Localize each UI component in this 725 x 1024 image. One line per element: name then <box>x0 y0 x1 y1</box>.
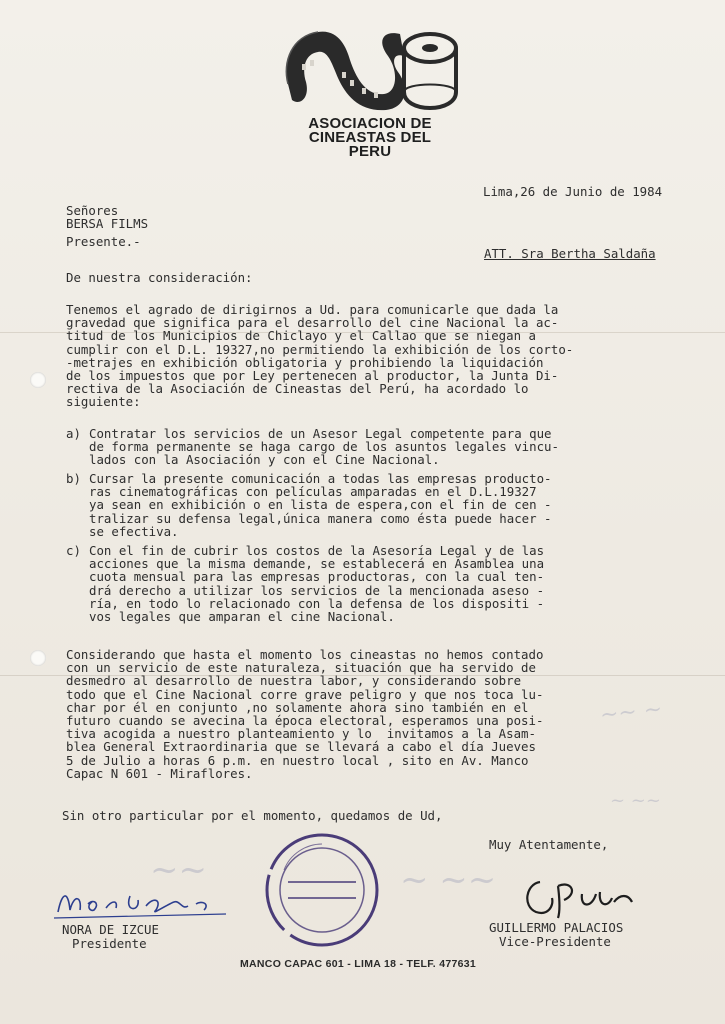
letterhead-footer-address: MANCO CAPAC 601 - LIMA 18 - TELF. 477631 <box>240 958 477 970</box>
organization-name <box>270 117 470 159</box>
org-name-line2: CINEASTAS DEL <box>308 129 432 146</box>
org-name-line1: ASOCIACION DE <box>308 115 432 132</box>
recipient-presente: Presente.- <box>66 234 141 249</box>
bleed-through-marks: ~ ~~ <box>400 860 497 900</box>
recipient-company: BERSA FILMS <box>66 216 149 231</box>
text-line: se efectiva. <box>89 523 179 539</box>
list-item <box>66 427 559 467</box>
punch-hole <box>30 650 46 666</box>
closing-line: Sin otro particular por el momento, quedamos de Ud, <box>62 808 443 823</box>
signatory-name: GUILLERMO PALACIOS <box>489 920 624 935</box>
attention-line: ATT. Sra Bertha Saldaña <box>484 246 656 261</box>
text-line: Tenemos el agrado de dirigirnos a Ud. para comunicarle que dada la <box>66 302 559 317</box>
text-line: tiva acogida a nuestro planteamiento y lo invitamos a la Asam- <box>66 726 536 742</box>
signature-nora-de-izcue <box>50 882 230 922</box>
body-paragraph-1 <box>66 303 573 409</box>
punch-hole <box>30 372 46 388</box>
text-line: cumplir con el D.L. 19327,no permitiendo la exhibición de los corto- <box>66 341 574 357</box>
text-line: Cursar la presente comunicación a todas las empresas producto- <box>89 471 552 486</box>
list-item <box>66 472 552 538</box>
signatory-title: Vice-Presidente <box>499 934 611 949</box>
text-line: tralizar su defensa legal,única manera como ésta puede hacer - <box>89 510 552 526</box>
text-line: lados con la Asociación y con el Cine Nacional. <box>89 452 440 468</box>
text-line: char por él en conjunto ,no solamente ahora sino también en el <box>66 699 529 715</box>
text-line: drá derecho a utilizar los servicios de la mencionada aseso - <box>89 582 545 598</box>
text-line: de los impuestos que por Ley pertenecen al productor, la Junta Di- <box>66 368 559 384</box>
text-line: Considerando que hasta el momento los cineastas no hemos contado <box>66 647 544 662</box>
bleed-through-marks: ~~ <box>150 850 207 890</box>
list-marker: b) <box>66 471 81 486</box>
film-reel-logo <box>280 22 465 114</box>
greeting: De nuestra consideración: <box>66 270 253 285</box>
signatory-title: Presidente <box>72 936 147 951</box>
text-line: con un servicio de este naturaleza, situación que ha servido de <box>66 660 536 676</box>
text-line: Capac N 601 - Miraflores. <box>66 765 253 781</box>
text-line: todo que el Cine Nacional corre grave peligro y que nos toca lu- <box>66 686 544 702</box>
list-marker: a) <box>66 426 81 441</box>
text-line: titud de los Municipios de Chiclayo y el Callao que se niegan a <box>66 328 536 344</box>
org-name-line3: PERU <box>348 143 392 160</box>
text-line: ras cinematográficas con películas amparadas en el D.L.19327 <box>89 484 537 500</box>
text-line: acciones que la misma demande, se establecerá en Asamblea una <box>89 556 545 572</box>
text-line: siguiente: <box>66 394 141 410</box>
text-line: Con el fin de cubrir los costos de la Asesoría Legal y de las <box>89 543 545 558</box>
signatory-name: NORA DE IZCUE <box>62 922 159 937</box>
text-line: rectiva de la Asociación de Cineastas del Perú, ha acordado lo <box>66 381 529 397</box>
recipient-salutation: Señores <box>66 203 119 218</box>
list-marker: c) <box>66 543 81 558</box>
text-line: ya sean en exhibición o en lista de espera,con el fin de cen - <box>89 497 552 513</box>
letter-date: Lima,26 de Junio de 1984 <box>483 184 663 199</box>
text-line: futuro cuando se avecina la época electoral, esperamos una posi- <box>66 713 544 729</box>
text-line: gravedad que significa para el desarrollo del cine Nacional la ac- <box>66 315 559 331</box>
body-paragraph-2 <box>66 648 543 780</box>
text-line: Contratar los servicios de un Asesor Legal competente para que <box>89 426 552 441</box>
bleed-through-marks: ~ ~~ <box>610 790 661 811</box>
text-line: -metrajes en exhibición obligatoria y prohibiendo la liquidación <box>66 354 544 370</box>
list-item <box>66 544 544 623</box>
text-line: desmedro al desarrollo de nuestra labor, y considerando sobre <box>66 673 522 689</box>
text-line: ría, en todo lo relacionado con la defensa de los dispositi - <box>89 595 545 611</box>
bleed-through-marks: ~~ ~ <box>598 696 664 729</box>
text-line: de forma permanente se haga cargo de los asuntos legales vincu- <box>89 439 559 455</box>
regards: Muy Atentamente, <box>489 837 609 852</box>
association-seal-stamp <box>262 830 382 950</box>
text-line: cuota mensual para las empresas productoras, con la cual ten- <box>89 569 545 585</box>
signature-guillermo-palacios <box>520 872 640 922</box>
text-line: blea General Extraordinaria que se llevará a cabo el día Jueves <box>66 739 536 755</box>
text-line: 5 de Julio a horas 6 p.m. en nuestro local , sito en Av. Manco <box>66 752 529 768</box>
text-line: vos legales que amparan el cine Nacional. <box>89 609 395 625</box>
